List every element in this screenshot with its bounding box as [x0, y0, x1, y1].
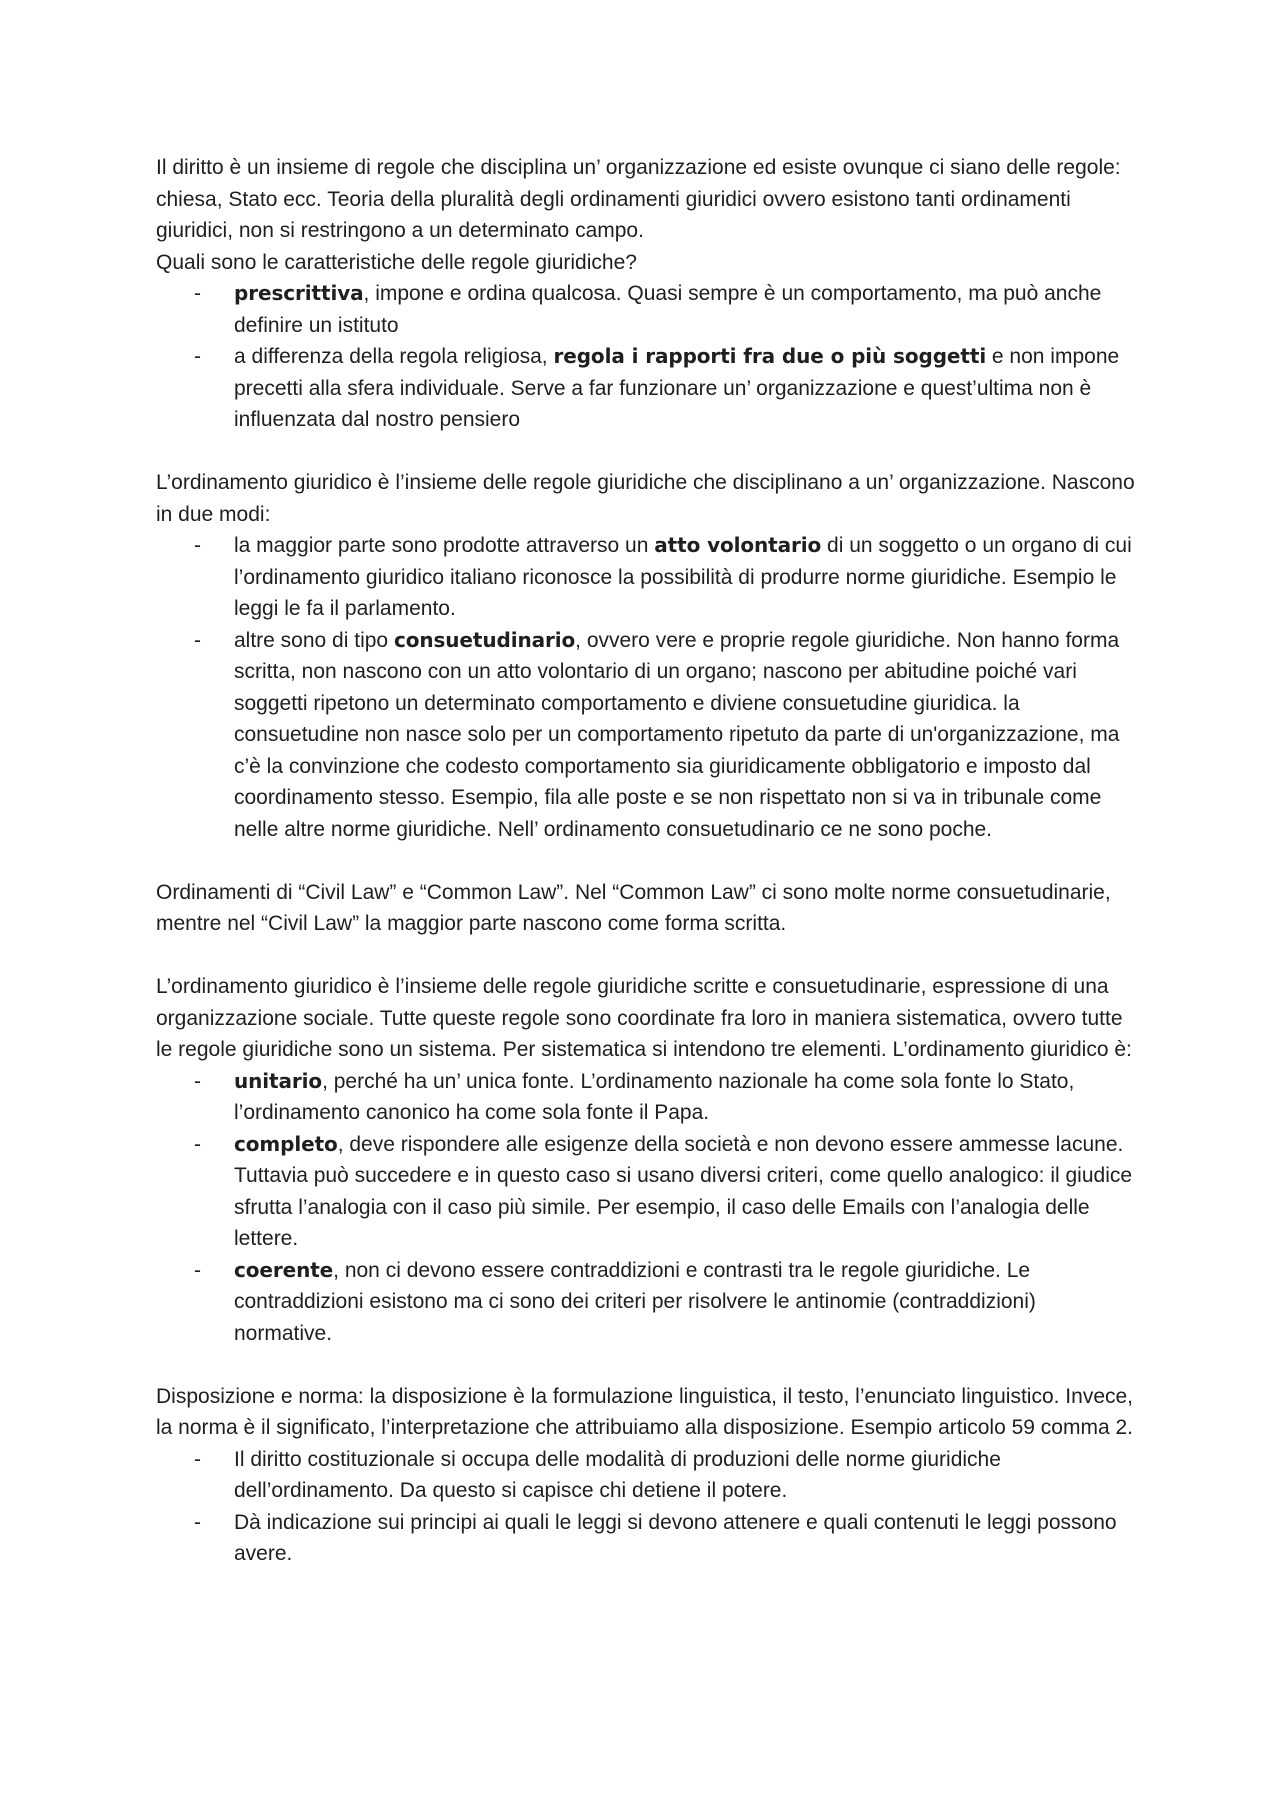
list-item: - la maggior parte sono prodotte attraverso un atto volontario di un soggetto o un organo di cui l’ordinamento giuridico italiano riconosce la possibilità di produrre norme giuridiche. Esempio le leggi le fa il parlamento.	[156, 530, 1136, 625]
list-item: - unitario, perché ha un’ unica fonte. L’ordinamento nazionale ha come sola fonte lo Stato, l’ordinamento canonico ha come sola fonte il Papa.	[156, 1066, 1136, 1129]
bold-term: prescrittiva	[234, 281, 364, 305]
dash-marker: -	[194, 1132, 201, 1156]
list-item: - prescrittiva, impone e ordina qualcosa. Quasi sempre è un comportamento, ma può anche definire un istituto	[156, 278, 1136, 341]
list-caratteristiche	[156, 278, 1136, 436]
bold-term: coerente	[234, 1257, 334, 1282]
document-body	[156, 152, 1136, 1570]
bold-term: regola i rapporti fra due o più soggetti	[553, 344, 987, 368]
dash-marker: -	[194, 1069, 201, 1093]
paragraph-disposizione-norma: Disposizione e norma: la disposizione è la formulazione linguistica, il testo, l’enunciato linguistico. Invece, la norma è il significato, l’interpretazione che attribuiamo alla disposizione. Esempio articolo 59 comma 2.	[156, 1384, 1134, 1439]
dash-marker: -	[194, 628, 201, 652]
dash-marker: -	[194, 345, 201, 368]
list-item: - completo, deve rispondere alle esigenze della società e non devono essere ammesse lacune. Tuttavia può succedere e in questo caso si usano diversi criteri, come quello analogico: il giudice sfrutta l’analogia con il caso più simile. Per esempio, il caso delle Emails con l’analogia delle lettere.	[156, 1129, 1136, 1255]
dash-marker: -	[194, 1258, 201, 1282]
paragraph-gap	[156, 436, 1136, 468]
paragraph-gap	[156, 1349, 1136, 1381]
paragraph-question: Quali sono le caratteristiche delle regole giuridiche?	[156, 250, 637, 274]
list-item: - altre sono di tipo consuetudinario, ovvero vere e proprie regole giuridiche. Non hanno forma scritta, non nascono con un atto volontario di un organo; nascono per abitudine poiché vari soggetti ripetono un determinato comportamento e diviene consuetudine giuridica. la consuetudine non nasce solo per un comportamento ripetuto da parte di un'organizzazione, ma c’è la convinzione che codesto comportamento sia giuridicamente obbligatorio e imposto dal coordinamento stesso. Esempio, fila alle poste e se non rispettato non si va in tribunale come nelle altre norme giuridiche. Nell’ ordinamento consuetudinario ce ne sono poche.	[156, 625, 1136, 846]
list-item: - a differenza della regola religiosa, regola i rapporti fra due o più soggetti e non impone precetti alla sfera individuale. Serve a far funzionare un’ organizzazione e quest’ultima non è influenzata dal nostro pensiero	[156, 341, 1136, 436]
bold-term: completo	[234, 1131, 338, 1156]
dash-marker: -	[194, 1447, 201, 1471]
paragraph-diritto-intro: Il diritto è un insieme di regole che disciplina un’ organizzazione ed esiste ovunque ci siano delle regole: chiesa, Stato ecc. Teoria della pluralità degli ordinamenti giuridici ovvero esistono tanti ordinamenti giuridici, non si restringono a un determinato campo.	[156, 156, 1121, 242]
list-modi	[156, 530, 1136, 845]
paragraph-sistematica-intro: L’ordinamento giuridico è l’insieme delle regole giuridiche scritte e consuetudinarie, espressione di una organizzazione sociale. Tutte queste regole sono coordinate fra loro in maniera sistematica, ovvero tutte le regole giuridiche sono un sistema. Per sistematica si intendono tre elementi. L’ordinamento giuridico è:	[156, 975, 1132, 1061]
list-item: - Il diritto costituzionale si occupa delle modalità di produzioni delle norme giuridiche dell’ordinamento. Da questo si capisce chi detiene il potere.	[156, 1444, 1136, 1507]
paragraph-civil-common-law: Ordinamenti di “Civil Law” e “Common Law”. Nel “Common Law” ci sono molte norme consuetudinarie, mentre nel “Civil Law” la maggior parte nascono come forma scritta.	[156, 880, 1111, 935]
paragraph-ordinamento-intro: L’ordinamento giuridico è l’insieme delle regole giuridiche che disciplinano a un’ organizzazione. Nascono in due modi:	[156, 471, 1135, 526]
bold-term: unitario	[234, 1068, 323, 1093]
dash-marker: -	[194, 534, 201, 557]
list-item: - Dà indicazione sui principi ai quali le leggi si devono attenere e quali contenuti le leggi possono avere.	[156, 1507, 1136, 1570]
list-item: - coerente, non ci devono essere contraddizioni e contrasti tra le regole giuridiche. Le contraddizioni esistono ma ci sono dei criteri per risolvere le antinomie (contraddizioni) normative.	[156, 1255, 1136, 1350]
dash-marker: -	[194, 282, 201, 305]
bold-term: atto volontario	[654, 533, 822, 557]
paragraph-gap	[156, 940, 1136, 972]
dash-marker: -	[194, 1510, 201, 1534]
list-elementi	[156, 1066, 1136, 1350]
paragraph-gap	[156, 845, 1136, 877]
bold-term: consuetudinario	[393, 627, 576, 652]
list-diritto-costituzionale	[156, 1444, 1136, 1570]
